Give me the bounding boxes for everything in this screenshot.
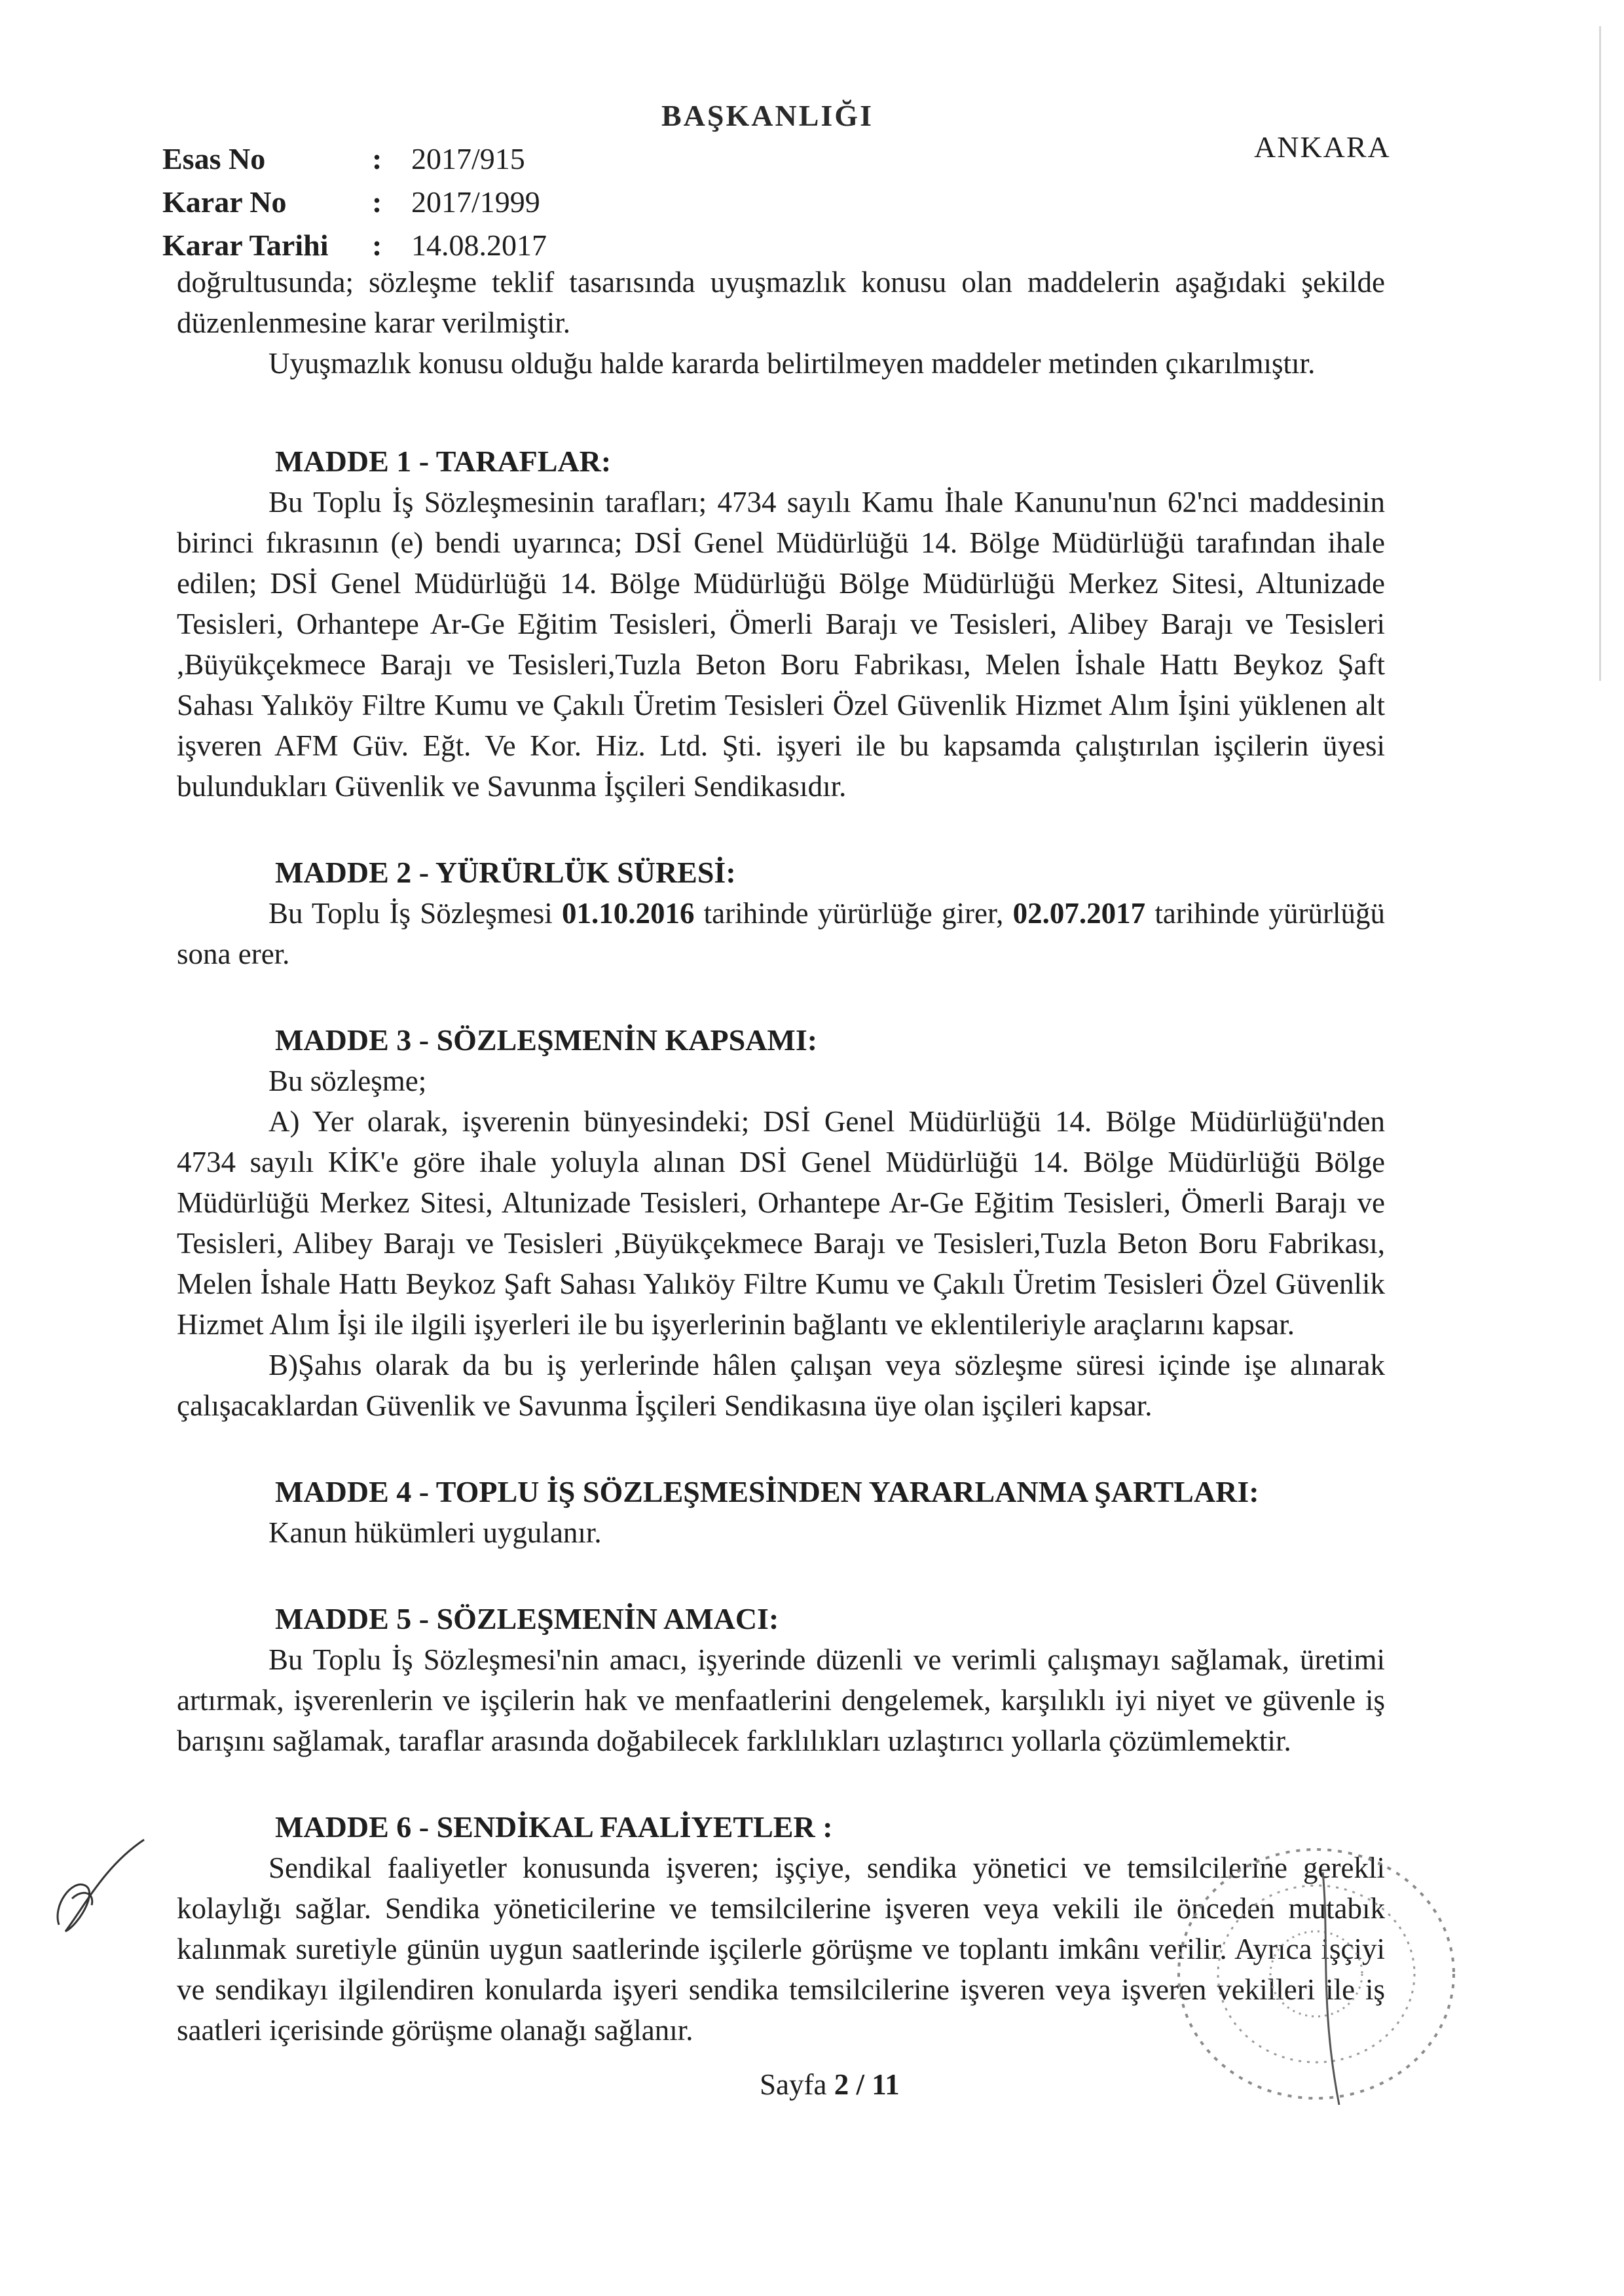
meta-row-tarih xyxy=(162,224,547,267)
article-heading: MADDE 5 - SÖZLEŞMENİN AMACI: xyxy=(275,1602,779,1635)
meta-value: 2017/1999 xyxy=(411,185,540,219)
article-text: Kanun hükümleri uygulanır. xyxy=(268,1516,602,1549)
article-heading: MADDE 4 - TOPLU İŞ SÖZLEŞMESİNDEN YARARLANMA ŞARTLARI: xyxy=(275,1475,1259,1508)
article-text: B)Şahıs olarak da bu iş yerlerinde hâlen çalışan veya sözleşme süresi içinde işe alınarak çalışacaklardan Güvenlik ve Savunma İşçileri Sendikasına üye olan işçileri kapsar. xyxy=(177,1349,1385,1422)
end-date: 02.07.2017 xyxy=(1012,897,1146,930)
handwritten-signature xyxy=(46,1827,151,1944)
page-number xyxy=(760,2068,900,2102)
intro-paragraph: Uyuşmazlık konusu olduğu halde kararda belirtilmeyen maddeler metinden çıkarılmıştır. xyxy=(268,347,1316,380)
scan-edge-line xyxy=(1599,26,1601,681)
case-meta xyxy=(162,137,547,267)
meta-label: Karar No xyxy=(162,185,287,219)
article-heading: MADDE 3 - SÖZLEŞMENİN KAPSAMI: xyxy=(275,1023,818,1057)
meta-colon: : xyxy=(372,185,382,219)
page-count: 2 / 11 xyxy=(834,2068,900,2101)
start-date: 01.10.2016 xyxy=(561,897,695,930)
meta-label: Karar Tarihi xyxy=(162,228,329,262)
article-heading: MADDE 1 - TARAFLAR: xyxy=(275,445,612,478)
header-authority: BAŞKANLIĞI xyxy=(661,99,874,132)
meta-row-karar xyxy=(162,181,547,224)
meta-colon: : xyxy=(372,228,382,262)
meta-row-esas xyxy=(162,137,547,181)
article-heading: MADDE 6 - SENDİKAL FAALİYETLER : xyxy=(275,1810,833,1844)
article-text xyxy=(177,893,1385,974)
text-run: tarihinde yürürlüğe girer, xyxy=(694,897,1013,930)
document-body xyxy=(177,262,1385,2050)
official-seal-stamp xyxy=(1159,1833,1473,2115)
intro-paragraph: doğrultusunda; sözleşme teklif tasarısında uyuşmazlık konusu olan maddelerin aşağıdaki şekilde düzenlenmesine karar verilmiştir. xyxy=(177,266,1385,339)
article-text: Bu sözleşme; xyxy=(268,1065,427,1097)
article-text: Bu Toplu İş Sözleşmesinin tarafları; 4734 sayılı Kamu İhale Kanunu'nun 62'nci maddesinin birinci fıkrasının (e) bendi uyarınca; DSİ Genel Müdürlüğü 14. Bölge Müdürlüğü tarafından ihale edilen; DSİ Genel Müdürlüğü 14. Bölge Müdürlüğü Bölge Müdürlüğü Merkez Sitesi, Altunizade Tesisleri, Orhantepe Ar-Ge Eğitim Tesisleri, Ömerli Barajı ve Tesisleri, Alibey Barajı ve Tesisleri ,Büyükçekmece Barajı ve Tesisleri,Tuzla Beton Boru Fabrikası, Melen İshale Hattı Beykoz Şaft Sahası Yalıköy Filtre Kumu ve Çakılı Üretim Tesisleri Özel Güvenlik Hizmet Alım İşini yüklenen alt işveren AFM Güv. Eğt. Ve Kor. Hiz. Ltd. Şti. işyeri ile bu kapsamda çalıştırılan işçilerin üyesi bulundukları Güvenlik ve Savunma İşçileri Sendikasıdır. xyxy=(177,486,1385,803)
meta-colon: : xyxy=(372,142,382,175)
article-heading: MADDE 2 - YÜRÜRLÜK SÜRESİ: xyxy=(275,856,736,889)
article-text: A) Yer olarak, işverenin bünyesindeki; DSİ Genel Müdürlüğü 14. Bölge Müdürlüğü'nden 4734 sayılı KİK'e göre ihale yoluyla alınan DSİ Genel Müdürlüğü 14. Bölge Müdürlüğü Bölge Müdürlüğü Merkez Sitesi, Altunizade Tesisleri, Orhantepe Ar-Ge Eğitim Tesisleri, Ömerli Barajı ve Tesisleri, Alibey Barajı ve Tesisleri ,Büyükçekmece Barajı ve Tesisleri,Tuzla Beton Boru Fabrikası, Melen İshale Hattı Beykoz Şaft Sahası Yalıköy Filtre Kumu ve Çakılı Üretim Tesisleri Özel Güvenlik Hizmet Alım İşi ile ilgili işyerleri ile bu işyerlerinin bağlantı ve eklentileriyle araçlarını kapsar. xyxy=(177,1105,1385,1341)
meta-value: 14.08.2017 xyxy=(411,228,547,262)
meta-value: 2017/915 xyxy=(411,142,525,175)
article-text: Sendikal faaliyetler konusunda işveren; işçiye, sendika yönetici ve temsilcilerine gerekli kolaylığı sağlar. Sendika yöneticilerine ve temsilcilerine işveren veya vekili ile önceden mutabık kalınmak suretiyle günün uygun saatlerinde işçilerle görüşme ve toplantı imkânı verilir. Ayrıca işçiyi ve sendikayı ilgilendiren konularda işyeri sendika temsilcilerine işveren veya işveren vekilleri ile iş saatleri içerisinde görüşme olanağı sağlanır. xyxy=(177,1851,1385,2047)
meta-label: Esas No xyxy=(162,142,266,175)
text-run: tarihinde yürürlüğü sona erer. xyxy=(177,897,1385,970)
article-text: Bu Toplu İş Sözleşmesi'nin amacı, işyerinde düzenli ve verimli çalışmayı sağlamak, üretimi artırmak, işverenlerin ve işçilerin hak ve menfaatlerini dengelemek, karşılıklı iyi niyet ve güvenle iş barışını sağlamak, taraflar arasında doğabilecek farklılıkları uzlaştırıcı yollarla çözümlemektir. xyxy=(177,1643,1385,1757)
page-prefix: Sayfa xyxy=(760,2068,834,2101)
text-run: Bu Toplu İş Sözleşmesi xyxy=(268,897,562,930)
header-city: ANKARA xyxy=(1254,130,1391,164)
